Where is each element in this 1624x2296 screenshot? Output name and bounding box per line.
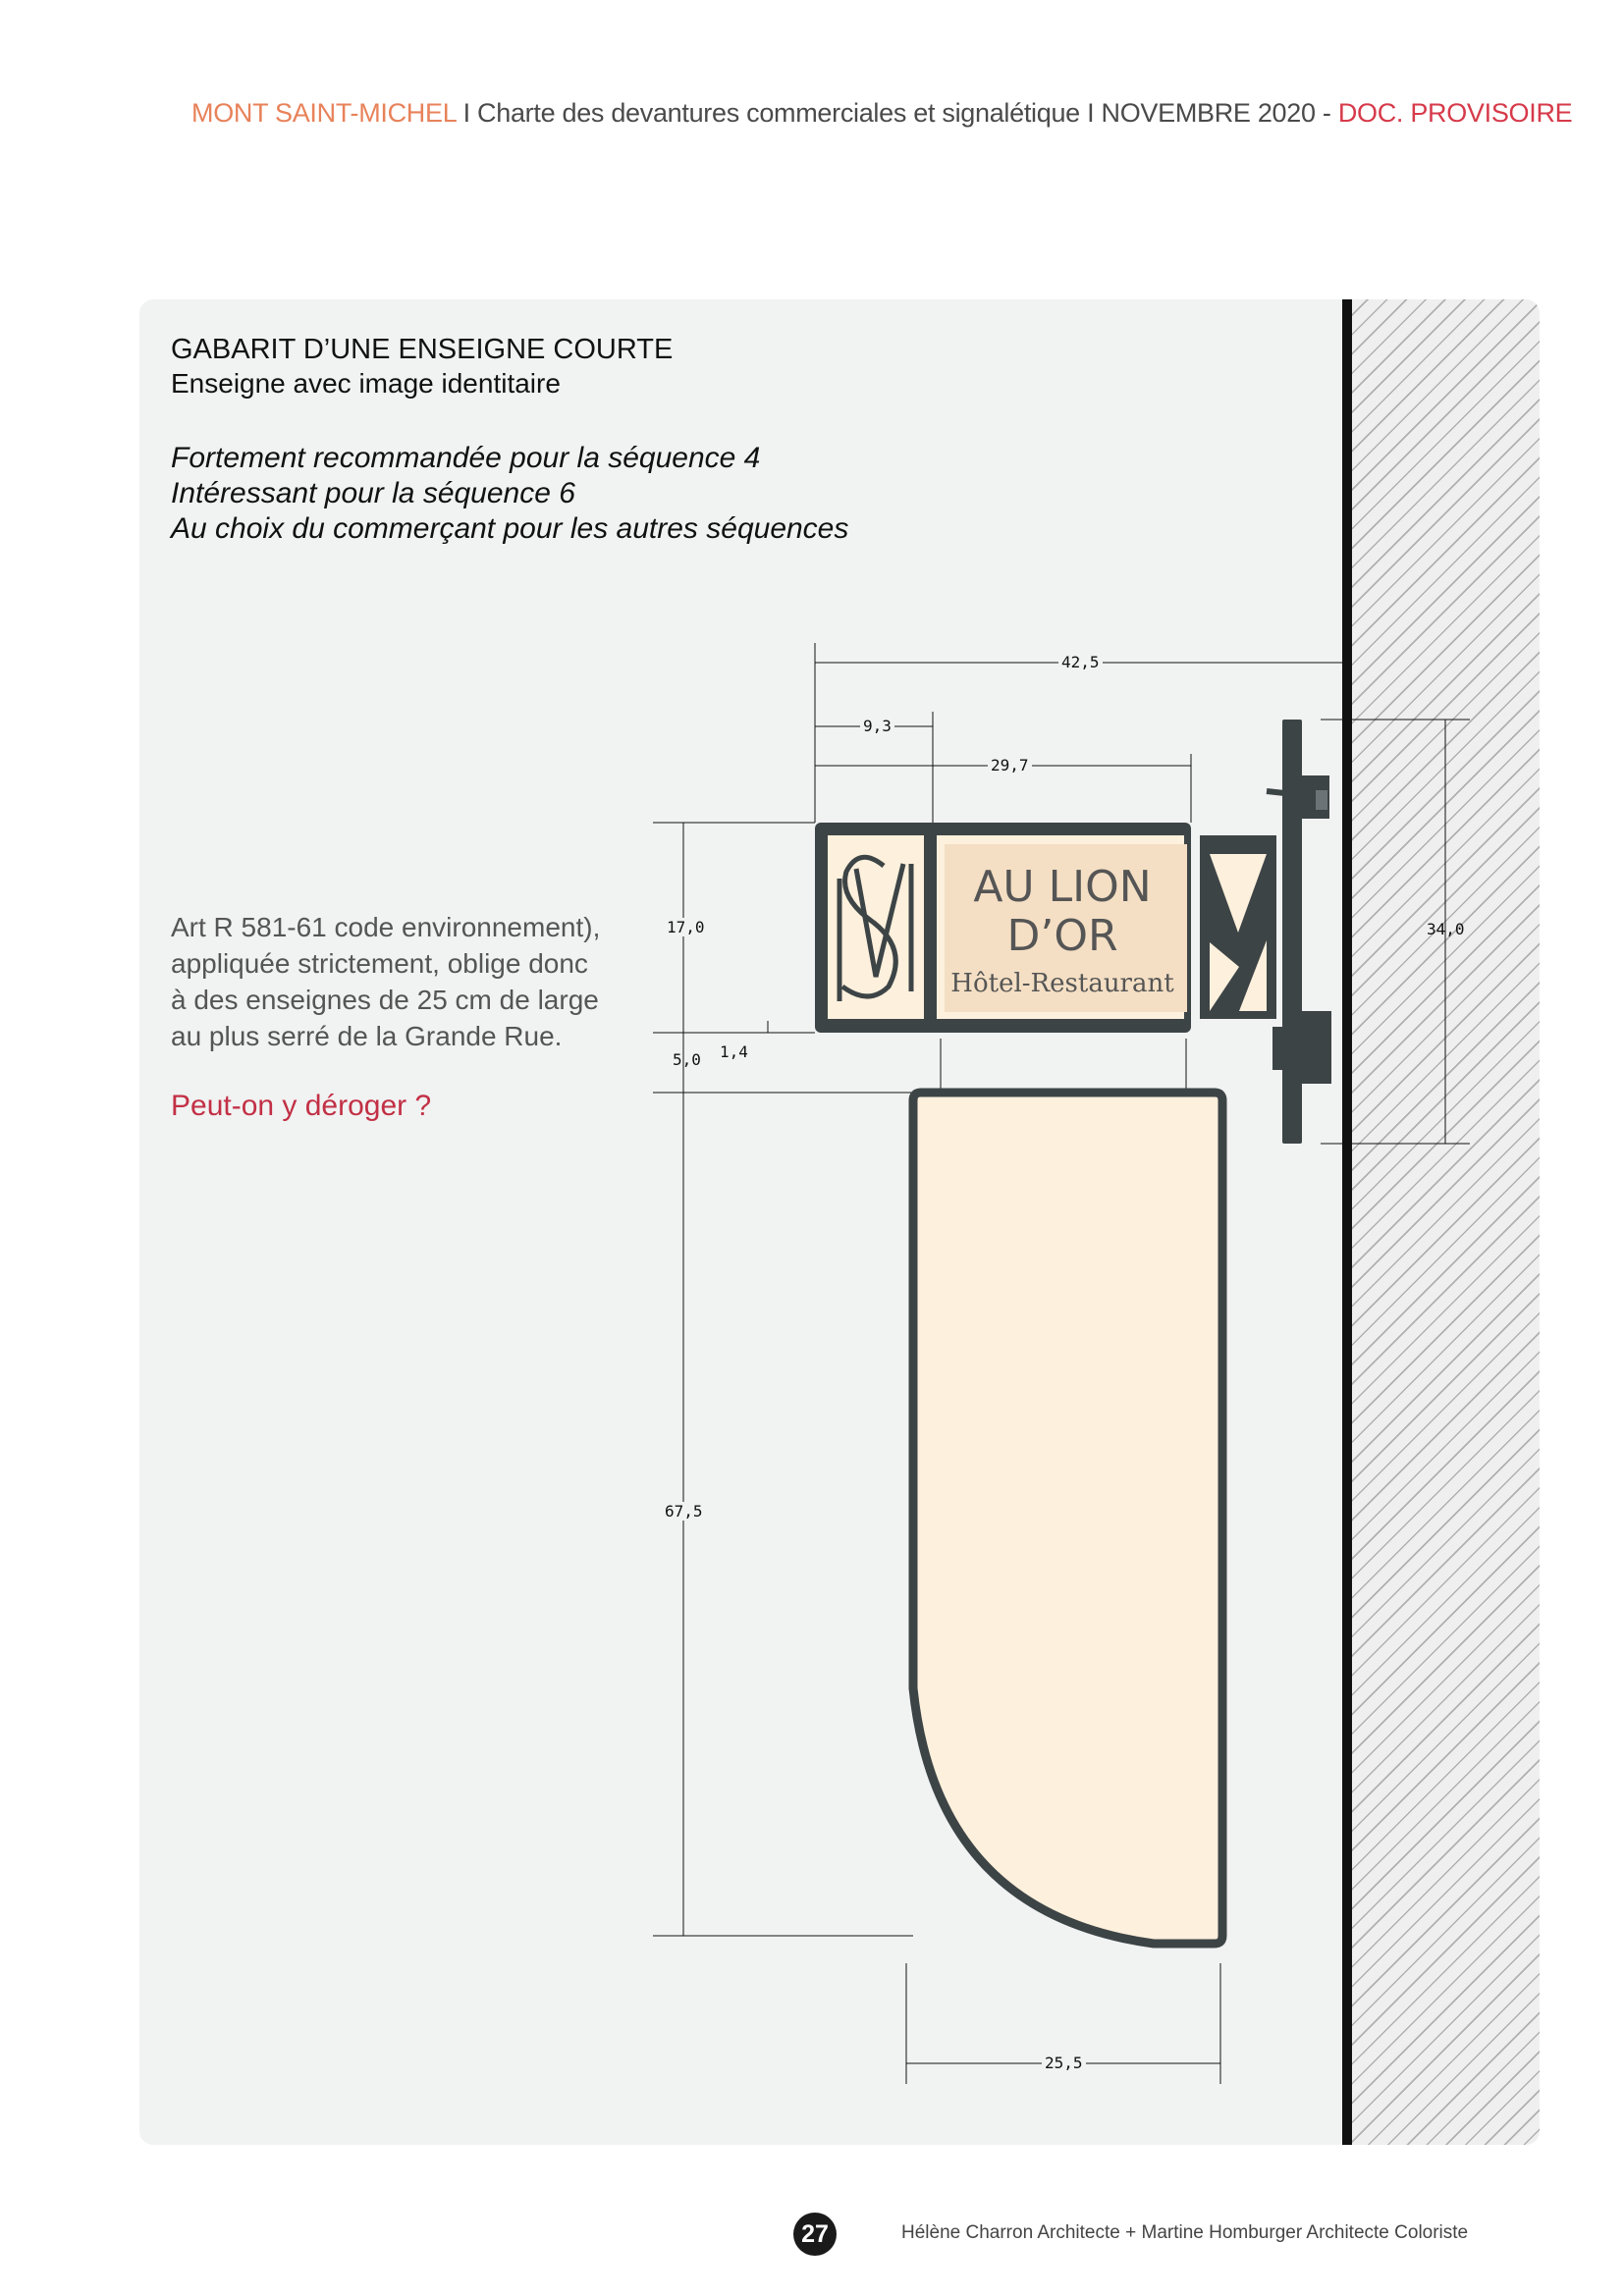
dim-total-width: 42,5: [1058, 653, 1103, 671]
question-text: Peut-on y déroger ?: [171, 1090, 432, 1122]
note-line: Art R 581-61 code environnement),: [171, 912, 601, 942]
header-separator: I: [1079, 98, 1102, 128]
dim-bracket-height: 34,0: [1427, 920, 1465, 938]
hanging-banner: [913, 1093, 1222, 1944]
footer-credits: Hélène Charron Architecte + Martine Homburger Architecte Coloriste: [901, 2222, 1469, 2243]
dim-sign-height: 17,0: [664, 918, 708, 936]
header-date: NOVEMBRE 2020: [1101, 98, 1316, 128]
note-line: appliquée strictement, oblige donc: [171, 948, 588, 979]
dim-panel-width: 29,7: [988, 756, 1032, 774]
section-subtitle: Enseigne avec image identitaire: [171, 368, 561, 399]
recommendation-line: Fortement recommandée pour la séquence 4: [171, 442, 761, 474]
dim-logo-width: 9,3: [860, 717, 894, 735]
recommendation-line: Au choix du commerçant pour les autres séquences: [171, 512, 849, 545]
header-location: MONT SAINT-MICHEL: [191, 98, 457, 128]
dim-banner-width: 25,5: [1042, 2054, 1086, 2072]
dim-gap: 5,0: [673, 1050, 701, 1069]
sign-tagline: Hôtel-Restaurant: [950, 969, 1174, 998]
sign-name-line1: AU LION: [973, 862, 1152, 912]
sign-name-line2: D’OR: [1006, 911, 1118, 961]
page-number: 27: [793, 2213, 837, 2256]
dim-offset: 1,4: [720, 1042, 748, 1061]
note-line: à des enseignes de 25 cm de large: [171, 985, 599, 1015]
header-separator: I: [456, 98, 478, 128]
header-description: Charte des devantures commerciales et signalétique: [477, 98, 1080, 128]
note-line: au plus serré de la Grande Rue.: [171, 1021, 563, 1051]
section-title: GABARIT D’UNE ENSEIGNE COURTE: [171, 334, 674, 365]
header-status: DOC. PROVISOIRE: [1337, 98, 1573, 128]
dim-banner-height: 67,5: [662, 1502, 706, 1521]
header-dash: -: [1315, 98, 1338, 128]
recommendation-line: Intéressant pour la séquence 6: [171, 477, 575, 509]
